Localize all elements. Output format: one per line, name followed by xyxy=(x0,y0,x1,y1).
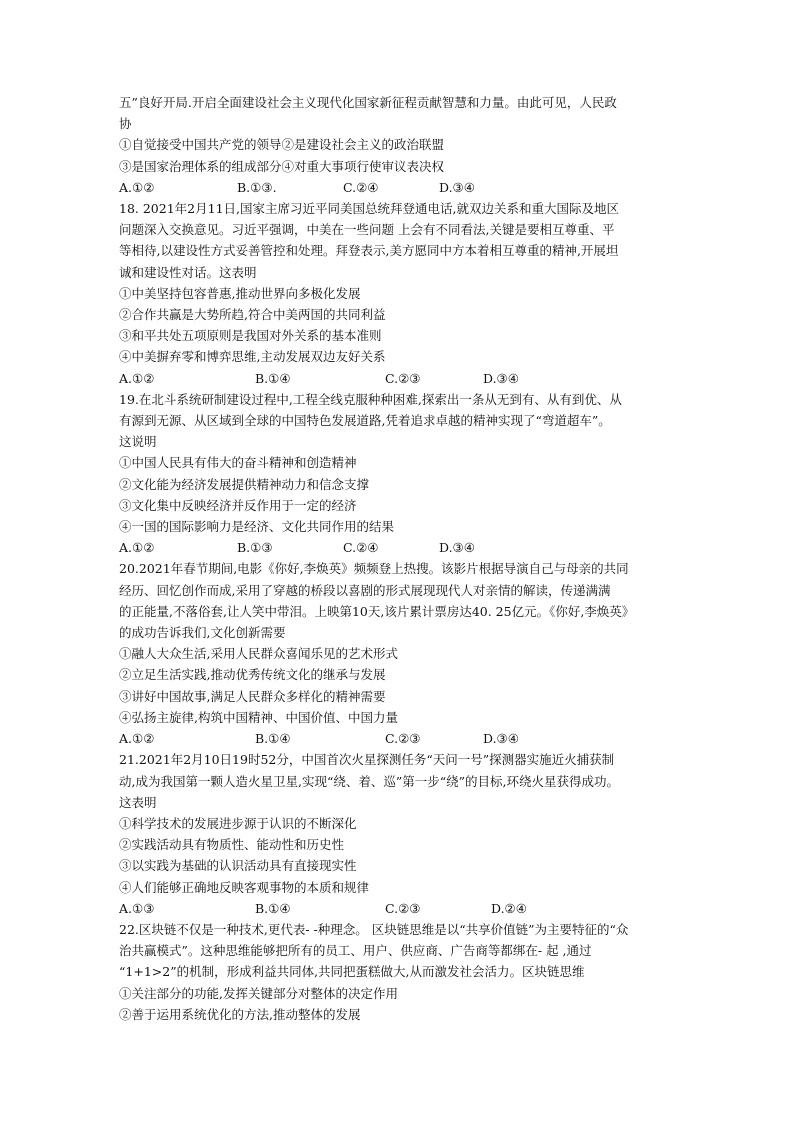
question-20 xyxy=(119,558,679,749)
option-c: C.②③ xyxy=(385,900,421,916)
statement-line: ②合作共赢是大势所趋,符合中美两国的共同利益 xyxy=(119,307,386,323)
option-b: B.①④ xyxy=(255,900,291,916)
question-text-line: 21.2021年2月10日19时52分，中国首次火星探测任务“天问一号”探测器实施近火捕获制 xyxy=(119,752,615,768)
statement-line: ①自觉接受中国共产党的领导②是建设社会主义的政治联盟 xyxy=(119,137,445,153)
question-text-line: 19.在北斗系统研制建设过程中,工程全线克服种种困难,探索出一条从无到有、从有到优、从 xyxy=(119,391,622,407)
option-b: B.①③. xyxy=(237,179,277,195)
option-d: D.②④ xyxy=(491,900,527,916)
question-17 xyxy=(119,92,679,198)
question-text-line: 经历、回忆创作而成,采用了穿越的桥段以喜剧的形式展现现代人对亲情的解读，传递满满 xyxy=(119,582,611,598)
question-text-line: 诚和建设性对话。这表明 xyxy=(119,264,257,280)
statement-line: ③讲好中国故事,满足人民群众多样化的精神需要 xyxy=(119,688,386,704)
statement-line: ②实践活动具有物质性、能动性和历史性 xyxy=(119,837,345,853)
statement-line: ①关注部分的功能,发挥关键部分对整体的决定作用 xyxy=(119,985,398,1001)
question-text-line: 动,成为我国第一颗人造火星卫星,实现“绕、着、巡”第一步“绕”的目标,环绕火星获得成功。 xyxy=(119,773,619,789)
option-b: B.①④ xyxy=(255,731,291,747)
option-c: C.②③ xyxy=(385,731,421,747)
statement-line: ③以实践为基础的认识活动具有直接现实性 xyxy=(119,858,357,874)
option-d: D.③④ xyxy=(439,540,475,556)
exam-page xyxy=(119,92,679,1025)
answer-options xyxy=(119,368,679,389)
option-d: D.③④ xyxy=(483,731,519,747)
option-a: A.①② xyxy=(119,731,155,747)
question-22 xyxy=(119,919,679,1025)
question-text-line: 20.2021年春节期间,电影《你好,李焕英》频频登上热搜。该影片根据导演自己与母亲的共同 xyxy=(119,561,629,577)
answer-options xyxy=(119,537,679,558)
statement-line: ①中美坚持包容普惠,推动世界向多极化发展 xyxy=(119,285,361,301)
answer-options xyxy=(119,728,679,749)
question-text-line: 18. 2021年2月11日,国家主席习近平同美国总统拜登通电话,就双边关系和重大国际及地区 xyxy=(119,201,619,217)
statement-line: ②立足生活实践,推动优秀传统文化的继承与发展 xyxy=(119,667,386,683)
option-c: C.②④ xyxy=(343,540,379,556)
question-text-line: 协 xyxy=(119,116,132,132)
question-text-line: 的正能量,不落俗套,让人笑中带泪。上映第10天,该片累计票房达40. 25亿元。《你好,李焕英》 xyxy=(119,603,635,619)
option-a: A.①③ xyxy=(119,900,155,916)
question-text-line: 五”良好开局.开启全面建设社会主义现代化国家新征程贡献智慧和力量。由此可见，人民政 xyxy=(119,95,617,110)
statement-line: ③和平共处五项原则是我国对外关系的基本准则 xyxy=(119,328,382,344)
statement-line: ④中美摒弃零和博弈思维,主动发展双边友好关系 xyxy=(119,349,386,365)
statement-line: ①科学技术的发展进步源于认识的不断深化 xyxy=(119,815,357,831)
question-text-line: 问题深入交换意见。习近平强调，中美在一些问题 上会有不同看法,关键是要相互尊重、平 xyxy=(119,222,615,238)
option-b: B.①④ xyxy=(255,370,291,386)
question-text-line: 这说明 xyxy=(119,434,157,450)
option-d: D.③④ xyxy=(439,179,475,195)
question-19 xyxy=(119,389,679,559)
question-text-line: “1+1>2”的机制，形成利益共同体,共同把蛋糕做大,从而激发社会活力。区块链思维 xyxy=(119,964,585,980)
option-a: A.①② xyxy=(119,370,155,386)
statement-line: ②文化能为经济发展提供精神动力和信念支撑 xyxy=(119,476,370,492)
option-d: D.③④ xyxy=(483,370,519,386)
statement-line: ③是国家治理体系的组成部分④对重大事项行使审议表决权 xyxy=(119,158,445,174)
answer-options xyxy=(119,177,679,198)
option-a: A.①② xyxy=(119,540,155,556)
option-c: C.②③ xyxy=(385,370,421,386)
statement-line: ④一国的国际影响力是经济、文化共同作用的结果 xyxy=(119,519,395,535)
statement-line: ②善于运用系统优化的方法,推动整体的发展 xyxy=(119,1006,361,1022)
option-a: A.①② xyxy=(119,179,155,195)
option-c: C.②④ xyxy=(343,179,379,195)
question-text-line: 治共赢模式”。这种思维能够把所有的员工、用户、供应商、广告商等都绑在- 起 ,通过 xyxy=(119,943,592,959)
statement-line: ①融人大众生活,采用人民群众喜闻乐见的艺术形式 xyxy=(119,646,398,662)
question-text-line: 22.区块链不仅是一种技术,更代表- -种理念。 区块链思维是以“共享价值链”为主要特征的“众 xyxy=(119,921,629,937)
option-b: B.①③ xyxy=(237,540,273,556)
answer-options xyxy=(119,898,679,919)
question-21 xyxy=(119,749,679,919)
question-18 xyxy=(119,198,679,389)
question-text-line: 这表明 xyxy=(119,794,157,810)
statement-line: ④人们能够正确地反映客观事物的本质和规律 xyxy=(119,879,370,895)
statement-line: ③文化集中反映经济并反作用于一定的经济 xyxy=(119,497,357,513)
statement-line: ④弘扬主旋律,构筑中国精神、中国价值、中国力量 xyxy=(119,709,398,725)
statement-line: ①中国人民具有伟大的奋斗精神和创造精神 xyxy=(119,455,357,471)
question-text-line: 有源到无源、从区域到全球的中国特色发展道路,凭着追求卓越的精神实现了“弯道超车”。 xyxy=(119,413,611,429)
question-text-line: 等相待,以建设性方式妥善管控和处理。拜登表示,美方愿同中方本着相互尊重的精神,开展坦 xyxy=(119,243,619,259)
question-text-line: 的成功告诉我们,文化创新需要 xyxy=(119,625,286,641)
